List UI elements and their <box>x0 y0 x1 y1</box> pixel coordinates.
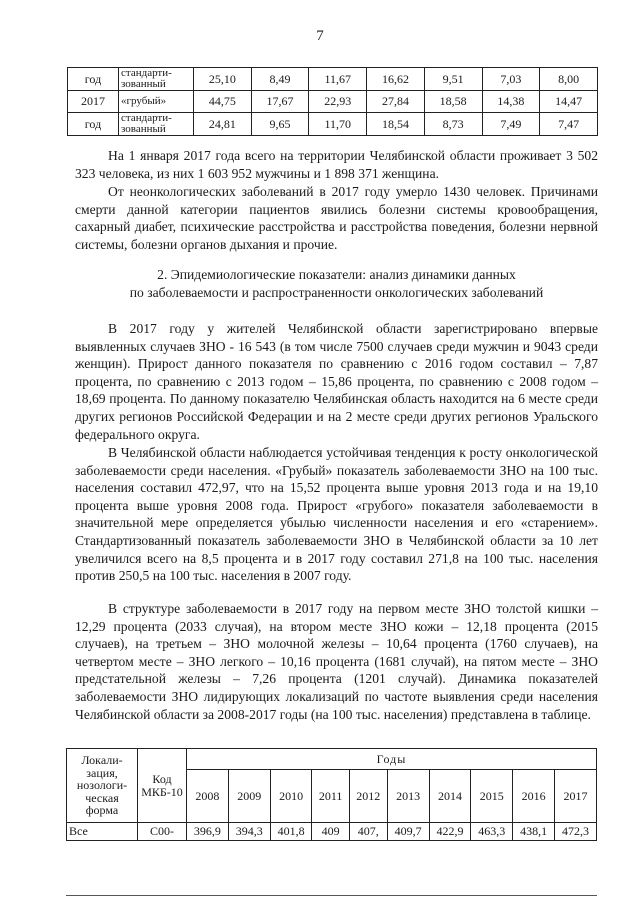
table-cell: стандарти-зованный <box>119 113 194 136</box>
top-statistics-table <box>67 67 598 136</box>
table-cell: 14,47 <box>540 91 598 113</box>
table-cell: год <box>68 113 119 136</box>
page-number: 7 <box>316 28 324 44</box>
table-cell: 18,58 <box>424 91 482 113</box>
table-cell: 8,49 <box>251 68 309 91</box>
table-cell: 17,67 <box>251 91 309 113</box>
year-header: 2014 <box>429 770 471 823</box>
table-row <box>68 91 598 113</box>
incidence-dynamics-table <box>66 748 597 841</box>
column-header-years: Годы <box>187 749 597 770</box>
table-cell: 11,70 <box>309 113 367 136</box>
table-cell: 438,1 <box>513 823 555 841</box>
year-header: 2012 <box>349 770 387 823</box>
section-heading-line2: по заболеваемости и распространенности онкологических заболеваний <box>129 285 544 300</box>
table-cell: С00- <box>138 823 187 841</box>
paragraph-structure: В структуре заболеваемости в 2017 году на первом месте ЗНО толстой кишки – 12,29 процента (2033 случая), на втором месте ЗНО кожи – 12,18 процента (2015 случаев), на третьем – ЗНО молочной железы – 10,64 процента (1760 случаев), на четвертом месте – ЗНО легкого – 10,16 процента (1681 случай), на пятом месте – ЗНО предстательной железы – 7,26 процента (1201 случай). Динамика показателей заболеваемости ЗНО лидирующих локализаций по частоте выявления среди населения Челябинской области за 2008-2017 годы (на 100 тыс. населения) представлена в таблице. <box>75 601 598 722</box>
table-cell: 8,00 <box>540 68 598 91</box>
table-cell: 401,8 <box>270 823 312 841</box>
table-cell: стандарти-зованный <box>119 68 194 91</box>
year-header: 2015 <box>471 770 513 823</box>
table-cell: 25,10 <box>194 68 252 91</box>
table-cell: год <box>68 68 119 91</box>
table-cell: 7,49 <box>482 113 540 136</box>
table-cell: Все <box>67 823 138 841</box>
table-cell: 7,03 <box>482 68 540 91</box>
table-cell: 44,75 <box>194 91 252 113</box>
table-cell: 407, <box>349 823 387 841</box>
year-header: 2017 <box>555 770 597 823</box>
table-cell: 422,9 <box>429 823 471 841</box>
paragraph-incidence: В 2017 году у жителей Челябинской области зарегистрировано впервые выявленных случаев ЗНО - 16 543 (в том числе 7500 случаев среди мужчин и 9043 среди женщин). Прирост данного показателя по сравнению с 2016 годом составил – 7,87 процента, по сравнению с 2013 годом – 15,86 процента, по сравнению с 2008 годом – 18,69 процента. По данному показателю Челябинская область находится на 6 месте среди других регионов Российской Федерации и на 2 месте среди других регионов Уральского федерального округа. <box>75 321 598 442</box>
table-cell: 394,3 <box>228 823 270 841</box>
paragraph-population: На 1 января 2017 года всего на территории Челябинской области проживает 3 502 323 человека, из них 1 603 952 мужчины и 1 898 371 женщина. <box>75 148 598 181</box>
year-header: 2010 <box>270 770 312 823</box>
table-cell: 9,65 <box>251 113 309 136</box>
table-cell: 16,62 <box>367 68 425 91</box>
column-header-code: Код МКБ-10 <box>138 749 187 823</box>
table-cell: 24,81 <box>194 113 252 136</box>
year-header: 2009 <box>228 770 270 823</box>
table-cell: 22,93 <box>309 91 367 113</box>
table-cell: «грубый» <box>119 91 194 113</box>
table-cell: 409,7 <box>387 823 429 841</box>
year-header: 2016 <box>513 770 555 823</box>
year-header: 2008 <box>187 770 229 823</box>
table-cell: 7,47 <box>540 113 598 136</box>
table-cell: 396,9 <box>187 823 229 841</box>
column-header-localization: Локали-зация, нозологи-ческая форма <box>67 749 138 823</box>
table-cell: 27,84 <box>367 91 425 113</box>
table-cell: 11,67 <box>309 68 367 91</box>
section-heading-line1: 2. Эпидемиологические показатели: анализ динамики данных <box>157 267 516 282</box>
paragraph-trend: В Челябинской области наблюдается устойчивая тенденция к росту онкологической заболеваемости среди населения. «Грубый» показатель заболеваемости ЗНО на 100 тыс. населения составил 472,97, что на 15,52 процента выше уровня 2013 года и на 19,10 процента выше уровня 2008 года. Прирост «грубого» показателя заболеваемости в значительной мере определяется убылью численности населения и его «старением». Стандартизованный показатель заболеваемости ЗНО в Челябинской области за 10 лет увеличился всего на 8,5 процента и в 2017 году составил 271,8 на 100 тыс. населения против 250,5 на 100 тыс. населения в 2007 году. <box>75 445 598 584</box>
table-cell: 14,38 <box>482 91 540 113</box>
page-bottom-rule <box>66 895 597 896</box>
table-cell: 18,54 <box>367 113 425 136</box>
table-row <box>68 113 598 136</box>
table-cell: 472,3 <box>555 823 597 841</box>
table-header-row <box>67 749 597 770</box>
paragraph-mortality: От неонкологических заболеваний в 2017 году умерло 1430 человек. Причинами смерти данной категории пациентов явились болезни системы кровообращения, сахарный диабет, психические расстройства и расстройства поведения, болезни нервной системы, болезни органов дыхания и прочие. <box>75 184 598 252</box>
year-header: 2013 <box>387 770 429 823</box>
year-header: 2011 <box>312 770 349 823</box>
table-cell: 9,51 <box>424 68 482 91</box>
table-row <box>67 823 597 841</box>
table-row <box>68 68 598 91</box>
table-cell: 2017 <box>68 91 119 113</box>
table-cell: 409 <box>312 823 349 841</box>
table-cell: 463,3 <box>471 823 513 841</box>
table-cell: 8,73 <box>424 113 482 136</box>
